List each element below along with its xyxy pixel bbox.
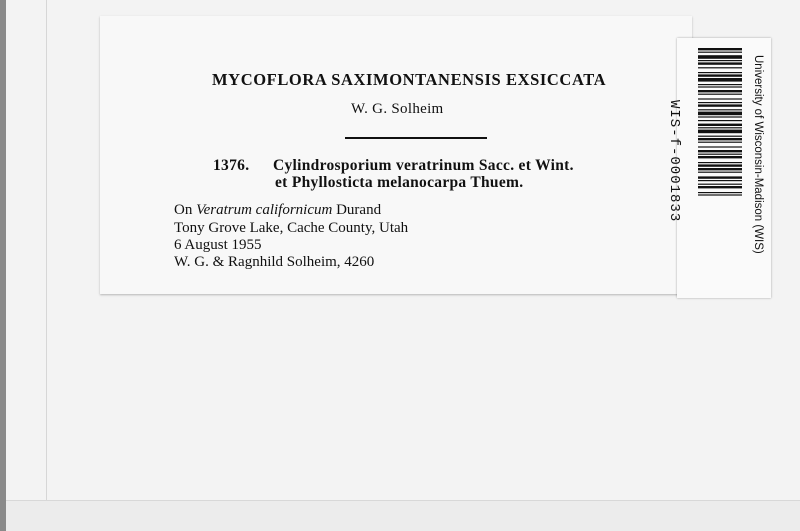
catalog-number: WIS-f-0001833 bbox=[666, 100, 682, 223]
barcode-bar bbox=[698, 86, 742, 87]
barcode-bar bbox=[698, 84, 742, 85]
barcode-bar bbox=[698, 138, 742, 140]
barcode-bar bbox=[698, 164, 742, 166]
institution-wrap bbox=[744, 55, 768, 280]
barcode-bar bbox=[698, 150, 742, 152]
host-authority: Durand bbox=[336, 202, 382, 218]
catalog-number-wrap bbox=[666, 100, 700, 250]
sheet-edge-line bbox=[46, 0, 47, 530]
taxon-name-1: Cylindrosporium veratrinum Sacc. et Wint. bbox=[273, 157, 574, 174]
barcode-bar bbox=[698, 55, 742, 59]
barcode-bar bbox=[698, 102, 742, 103]
barcode-bar bbox=[698, 72, 742, 73]
barcode-bar bbox=[698, 116, 742, 117]
barcode-bar bbox=[698, 62, 742, 64]
barcode-bar bbox=[698, 124, 742, 126]
barcode-bar bbox=[698, 120, 742, 121]
barcode-bar bbox=[698, 98, 742, 99]
barcode-bar bbox=[698, 162, 742, 163]
barcode-bar bbox=[698, 109, 742, 110]
exsiccata-number: 1376. bbox=[213, 157, 250, 174]
barcode-bar bbox=[698, 74, 742, 76]
barcode-bar bbox=[698, 90, 742, 92]
barcode-bar bbox=[698, 194, 742, 195]
host-prefix: On bbox=[174, 202, 193, 218]
barcode-bars bbox=[698, 48, 742, 294]
barcode-bar bbox=[698, 146, 742, 147]
barcode-bar bbox=[698, 67, 742, 68]
barcode-bar bbox=[698, 180, 742, 181]
divider-rule bbox=[345, 137, 487, 139]
barcode-bar bbox=[698, 156, 742, 158]
editor-name: W. G. Solheim bbox=[351, 101, 444, 117]
collectors: W. G. & Ragnhild Solheim, 4260 bbox=[174, 254, 375, 270]
taxon-line-1 bbox=[213, 157, 574, 175]
institution-name: University of Wisconsin-Madison (WIS) bbox=[752, 55, 764, 254]
barcode-bar bbox=[698, 112, 742, 116]
barcode-bar bbox=[698, 172, 742, 173]
collection-date: 6 August 1955 bbox=[174, 237, 262, 253]
barcode-bar bbox=[698, 136, 742, 137]
host-name: Veratrum californicum bbox=[196, 202, 333, 218]
host-line bbox=[174, 202, 381, 219]
sheet-bottom-strip bbox=[6, 500, 800, 531]
barcode-bar bbox=[698, 127, 742, 128]
barcode-bar bbox=[698, 78, 742, 82]
barcode-bar bbox=[698, 184, 742, 185]
barcode-bar bbox=[698, 60, 742, 61]
series-title: MYCOFLORA SAXIMONTANENSIS EXSICCATA bbox=[212, 70, 607, 89]
barcode-bar bbox=[698, 130, 742, 134]
barcode-bar bbox=[698, 52, 742, 53]
taxon-line-2: et Phyllosticta melanocarpa Thuem. bbox=[275, 174, 524, 191]
barcode-bar bbox=[698, 104, 742, 106]
barcode-bar bbox=[698, 168, 742, 170]
barcode-bar bbox=[698, 48, 742, 50]
locality: Tony Grove Lake, Cache County, Utah bbox=[174, 220, 409, 236]
barcode-bar bbox=[698, 176, 742, 178]
barcode-bar bbox=[698, 94, 742, 95]
barcode-bar bbox=[698, 154, 742, 155]
barcode-bar bbox=[698, 192, 742, 193]
barcode-bar bbox=[698, 142, 742, 143]
barcode-bar bbox=[698, 186, 742, 188]
